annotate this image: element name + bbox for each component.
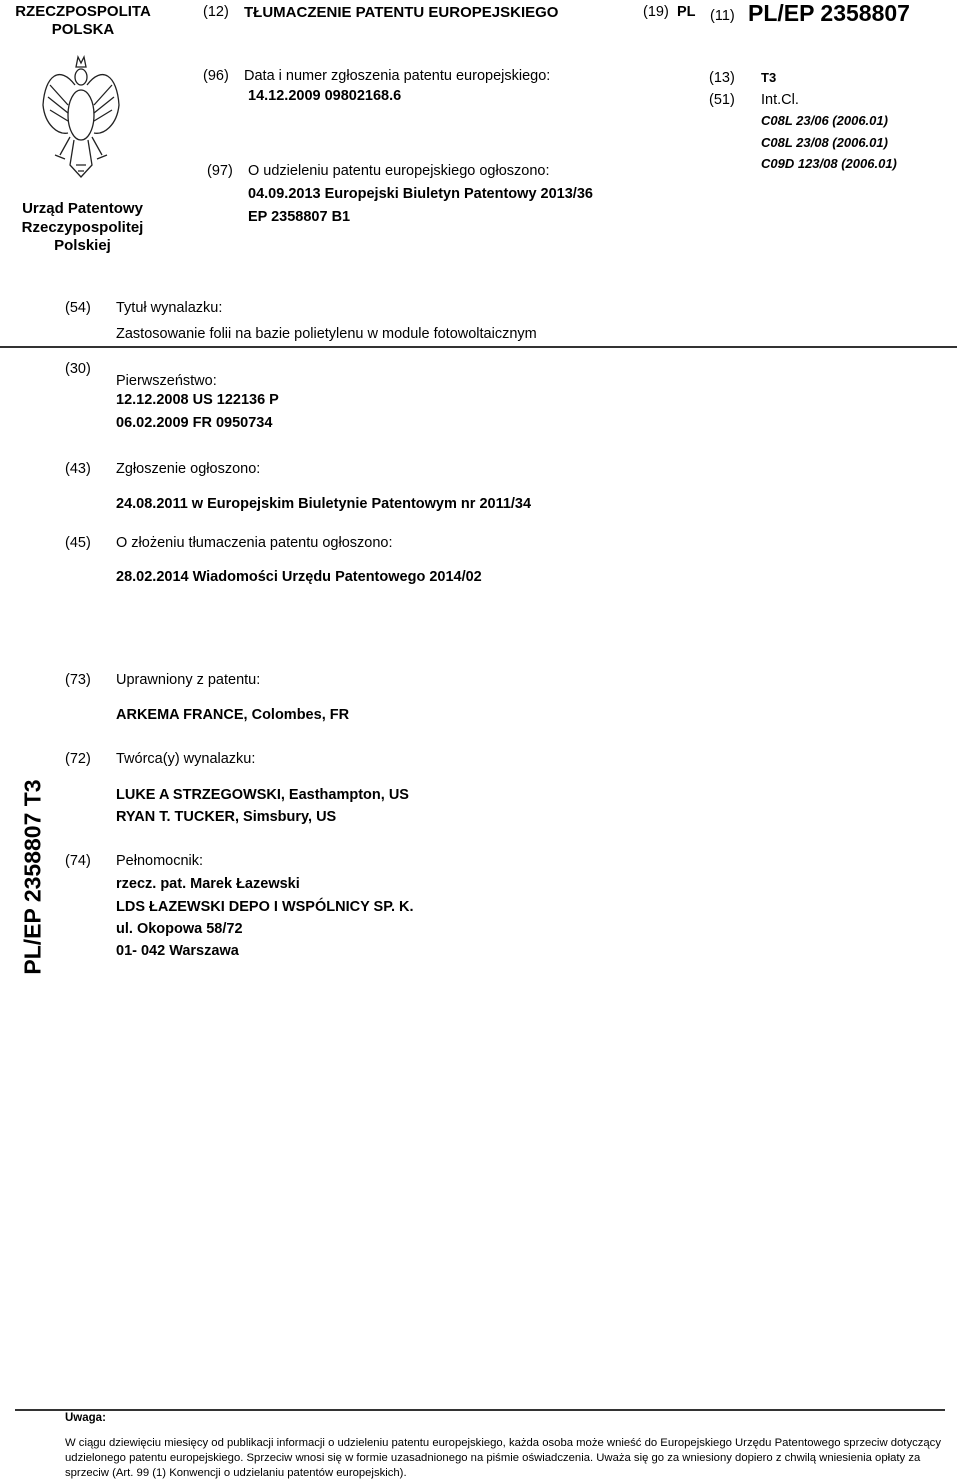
application-published-label: Zgłoszenie ogłoszono: (116, 461, 261, 477)
attorney-line: ul. Okopowa 58/72 (116, 921, 243, 937)
intcl-class: C09D 123/08 (2006.01) (761, 156, 897, 171)
grant-publication: EP 2358807 B1 (248, 209, 351, 225)
code-73: (73) (65, 672, 91, 688)
translation-label: O złożeniu tłumaczenia patentu ogłoszono: (116, 535, 393, 551)
priority-item: 12.12.2008 US 122136 P (116, 392, 279, 408)
grant-label: O udzieleniu patentu europejskiego ogłoszono: (248, 163, 550, 179)
attorney-line: 01- 042 Warszawa (116, 943, 239, 959)
side-patent-label: PL/EP 2358807 T3 (19, 779, 46, 975)
code-97: (97) (207, 163, 233, 179)
intcl-class: C08L 23/08 (2006.01) (761, 135, 888, 150)
code-30: (30) (65, 361, 91, 377)
document-type: TŁUMACZENIE PATENTU EUROPEJSKIEGO (244, 4, 559, 21)
proprietor-label: Uprawniony z patentu: (116, 672, 261, 688)
inventor: RYAN T. TUCKER, Simsbury, US (116, 809, 337, 825)
application-label: Data i numer zgłoszenia patentu europejskiego: (244, 68, 551, 84)
proprietor-value: ARKEMA FRANCE, Colombes, FR (116, 707, 350, 723)
code-19: (19) (643, 4, 669, 20)
code-13: (13) (709, 70, 735, 86)
code-45: (45) (65, 535, 91, 551)
attorney-line: rzecz. pat. Marek Łazewski (116, 876, 300, 892)
footer-note: W ciągu dziewięciu miesięcy od publikacji informacji o udzieleniu patentu europejskiego, każda osoba może wnieść do Europejskiego Urzędu Patentowego sprzeciw dotyczący udzielonego patentu europejskiego. Sprzeciw wnosi się w formie uzasadnionego na piśmie oświadczenia. Uważa się go za wniesiony dopiero z chwilą wniesienia opłaty za sprzeciw (Art. 99 (1) Konwencji o udzielaniu patentów europejskich). (65, 1437, 941, 1479)
title-label: Tytuł wynalazku: (116, 300, 223, 316)
kind-code: T3 (761, 70, 777, 85)
inventors-label: Twórca(y) wynalazku: (116, 751, 256, 767)
code-72: (72) (65, 751, 91, 767)
grant-bulletin: 04.09.2013 Europejski Biuletyn Patentowy 2013/36 (248, 186, 593, 202)
code-11: (11) (710, 8, 735, 24)
code-43: (43) (65, 461, 91, 477)
priority-item: 06.02.2009 FR 0950734 (116, 415, 273, 431)
priority-label: Pierwszeństwo: (116, 373, 217, 389)
code-96: (96) (203, 68, 229, 84)
footer-title: Uwaga: (65, 1412, 106, 1424)
invention-title: Zastosowanie folii na bazie polietylenu w module fotowoltaicznym (116, 326, 537, 342)
country-name: RZECZPOSPOLITA POLSKA (15, 3, 151, 38)
attorney-line: LDS ŁAZEWSKI DEPO I WSPÓLNICY SP. K. (116, 899, 414, 915)
inventor: LUKE A STRZEGOWSKI, Easthampton, US (116, 787, 409, 803)
intcl-class: C08L 23/06 (2006.01) (761, 113, 888, 128)
translation-value: 28.02.2014 Wiadomości Urzędu Patentowego 2014/02 (116, 569, 482, 585)
patent-number: PL/EP 2358807 (748, 0, 910, 26)
divider (0, 346, 957, 348)
code-54: (54) (65, 300, 91, 316)
application-published-value: 24.08.2011 w Europejskim Biuletynie Patentowym nr 2011/34 (116, 496, 532, 512)
intcl-label: Int.Cl. (761, 92, 799, 108)
code-74: (74) (65, 853, 91, 869)
footer-divider (15, 1409, 945, 1411)
code-51: (51) (709, 92, 735, 108)
attorney-label: Pełnomocnik: (116, 853, 204, 869)
office-name: Urząd Patentowy Rzeczypospolitej Polskiej (21, 200, 144, 254)
code-12: (12) (203, 4, 229, 20)
polish-eagle-emblem-icon (40, 55, 122, 180)
country-code: PL (677, 4, 696, 20)
application-value: 14.12.2009 09802168.6 (248, 88, 402, 104)
